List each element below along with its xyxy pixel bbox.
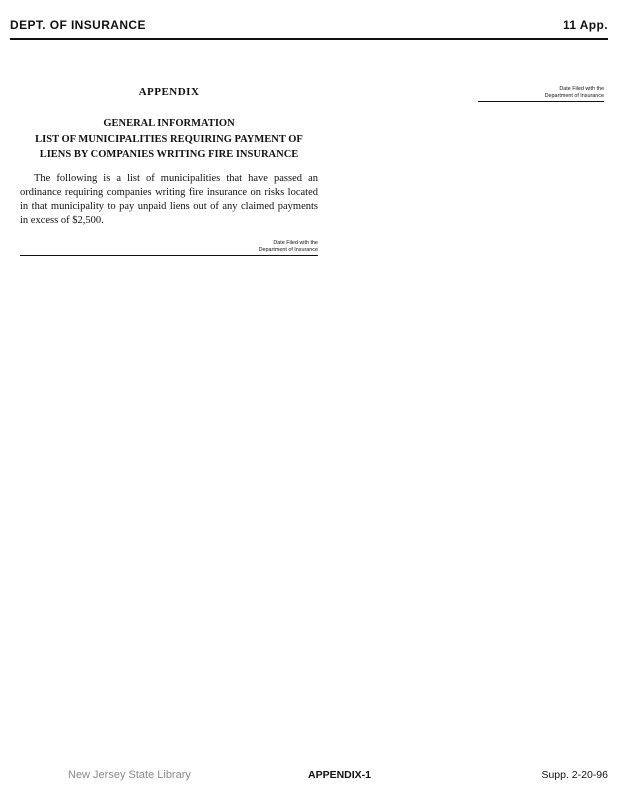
page-reference: 11 App. <box>562 18 608 32</box>
right-column <box>328 86 604 106</box>
left-column <box>20 86 318 260</box>
column-header-line2: Department of Insurance <box>544 93 604 100</box>
supplement-date: Supp. 2-20-96 <box>541 769 608 781</box>
column-header-line2: Department of Insurance <box>258 247 318 254</box>
column-header-rule <box>20 255 318 256</box>
running-foot <box>10 765 608 787</box>
column-header-line1: Date Filed with the <box>273 240 318 247</box>
section-title: GENERAL INFORMATION <box>103 118 235 129</box>
column-header-rule <box>478 101 604 102</box>
department-title: DEPT. OF INSURANCE <box>10 18 146 32</box>
running-head <box>10 14 608 40</box>
appendix-title: APPENDIX <box>138 86 200 98</box>
library-stamp: New Jersey State Library <box>68 769 191 781</box>
appendix-page-number: APPENDIX-1 <box>308 769 372 781</box>
list-heading: LIST OF MUNICIPALITIES REQUIRING PAYMENT OF LIENS BY COMPANIES WRITING FIRE INSURANCE <box>35 134 303 160</box>
left-column-header <box>20 240 318 256</box>
intro-paragraph: The following is a list of municipalities that have passed an ordinance requiring companies writing fire insurance on risks located in that municipality to pay unpaid liens out of any claimed payments in excess of $2,500. <box>20 173 318 227</box>
column-header-line1: Date Filed with the <box>559 86 604 92</box>
right-column-header <box>328 86 604 102</box>
